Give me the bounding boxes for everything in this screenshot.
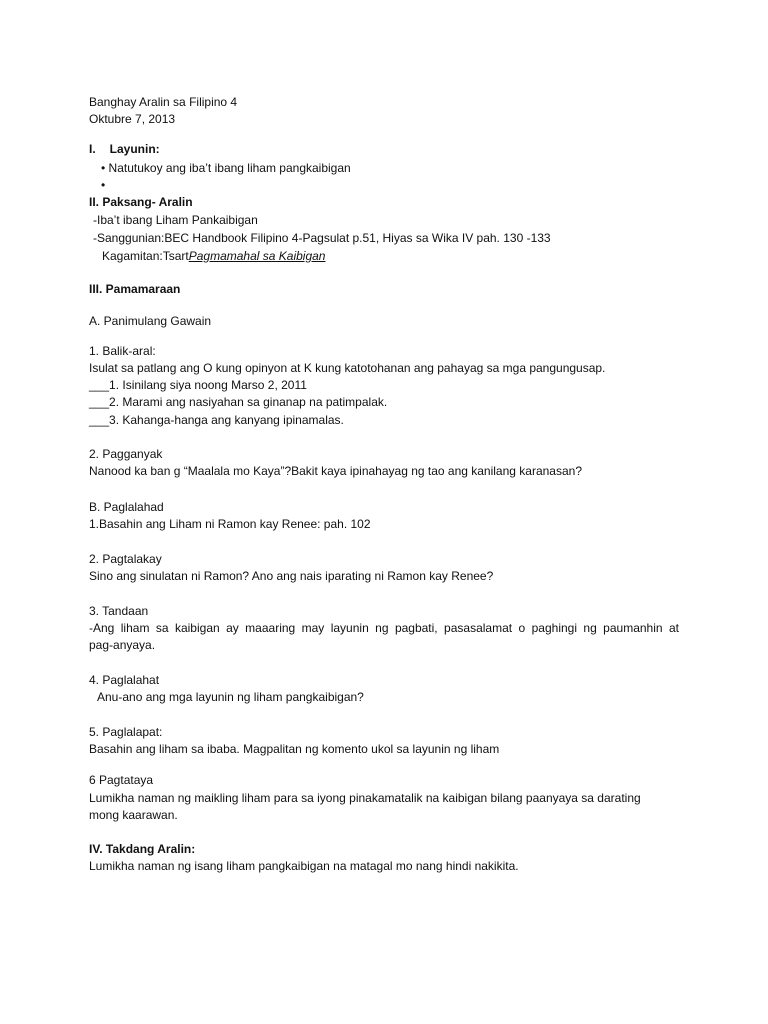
paksang-aralin-kagamitan — [102, 248, 325, 264]
tandaan-line-2: pag-anyaya. — [89, 638, 156, 652]
paglalahat-heading: 4. Paglalahat — [89, 673, 160, 687]
section-layunin-heading — [89, 141, 160, 157]
balik-aral-instruction: Isulat sa patlang ang O kung opinyon at K kung katotohanan ang pahayag sa mga pangungusap. — [89, 361, 606, 375]
balik-aral-heading: 1. Balik-aral: — [89, 344, 156, 358]
paglalahat-text: Anu-ano ang mga layunin ng liham pangkaibigan? — [97, 690, 364, 704]
pagtataya-heading: 6 Pagtataya — [89, 773, 154, 787]
paksang-aralin-topic: -Iba’t ibang Liham Pankaibigan — [93, 213, 258, 227]
pagganyak-heading: 2. Pagganyak — [89, 447, 163, 461]
section-paksang-aralin-heading: II. Paksang- Aralin — [89, 195, 193, 209]
kagamitan-prefix: Kagamitan:Tsart — [102, 249, 189, 263]
balik-aral-item-3: ___3. Kahanga-hanga ang kanyang ipinamalas. — [89, 413, 344, 427]
tandaan-heading: 3. Tandaan — [89, 604, 149, 618]
document-date: Oktubre 7, 2013 — [89, 112, 176, 126]
layunin-bullet-2: • — [101, 178, 106, 192]
paglalahad-text: 1.Basahin ang Liham ni Ramon kay Renee: pah. 102 — [89, 517, 371, 531]
paglalahad-heading: B. Paglalahad — [89, 500, 164, 514]
layunin-bullet-1: • Natutukoy ang iba’t ibang liham pangkaibigan — [101, 161, 351, 175]
balik-aral-item-2: ___2. Marami ang nasiyahan sa ginanap na patimpalak. — [89, 395, 388, 409]
kagamitan-chart-title: Pagmamahal sa Kaibigan — [188, 249, 326, 263]
pagtataya-line-2: mong kaarawan. — [89, 808, 178, 822]
document-title: Banghay Aralin sa Filipino 4 — [89, 95, 238, 109]
paglalapat-heading: 5. Paglalapat: — [89, 725, 163, 739]
section-takdang-aralin-heading: IV. Takdang Aralin: — [89, 842, 196, 856]
section-number: I. — [89, 142, 96, 156]
paksang-aralin-sanggunian: -Sanggunian:BEC Handbook Filipino 4-Pagsulat p.51, Hiyas sa Wika IV pah. 130 -133 — [93, 231, 551, 245]
pagganyak-text: Nanood ka ban g “Maalala mo Kaya”?Bakit kaya ipinahayag ng tao ang kanilang karanasan? — [89, 464, 582, 478]
pagtalakay-heading: 2. Pagtalakay — [89, 552, 162, 566]
pagtataya-line-1: Lumikha naman ng maikling liham para sa iyong pinakamatalik na kaibigan bilang paanyaya sa darating — [89, 791, 641, 805]
takdang-aralin-text: Lumikha naman ng isang liham pangkaibigan na matagal mo nang hindi nakikita. — [89, 859, 519, 873]
balik-aral-item-1: ___1. Isinilang siya noong Marso 2, 2011 — [89, 378, 307, 392]
pagtalakay-text: Sino ang sinulatan ni Ramon? Ano ang nais iparating ni Ramon kay Renee? — [89, 569, 494, 583]
paglalapat-text: Basahin ang liham sa ibaba. Magpalitan ng komento ukol sa layunin ng liham — [89, 742, 500, 756]
tandaan-line-1: -Ang liham sa kaibigan ay maaaring may layunin ng pagbati, pasasalamat o paghingi ng paumanhin at — [89, 621, 679, 635]
panimulang-gawain-heading: A. Panimulang Gawain — [89, 314, 212, 328]
section-pamamaraan-heading: III. Pamamaraan — [89, 282, 181, 296]
section-label: Layunin: — [109, 142, 160, 156]
